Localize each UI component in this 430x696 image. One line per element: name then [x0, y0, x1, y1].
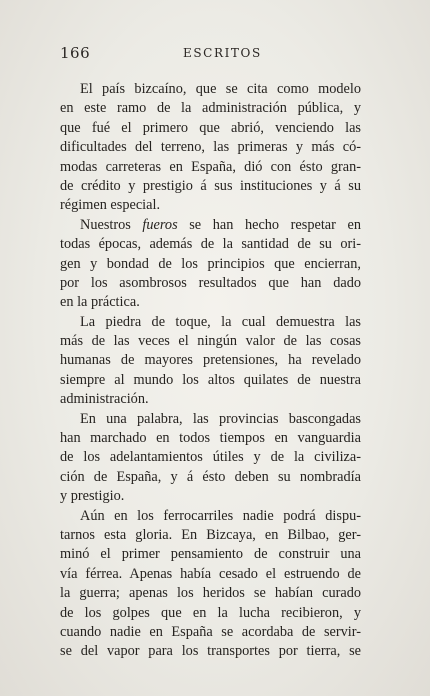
text-run: se han hecho respetar en — [177, 216, 361, 233]
text-line: minó el primer pensamiento de construir una — [60, 546, 361, 563]
text-line: han marchado en todos tiempos en vanguardia — [60, 430, 361, 447]
text-line: siempre al mundo los altos quilates de nuestra — [60, 371, 361, 388]
text-line: de crédito y prestigio á sus instituciones y á su — [60, 177, 361, 194]
paragraph — [60, 313, 361, 410]
text-line: dificultades del terreno, las primeras y más có- — [60, 139, 361, 156]
text-line: que fué el primero que abrió, venciendo las — [60, 119, 361, 136]
text-line: ción de España, y á ésto deben su nombradía — [60, 468, 361, 485]
running-title: ESCRITOS — [183, 46, 262, 60]
text-line: La piedra de toque, la cual demuestra las — [80, 313, 361, 330]
text-line: tarnos esta gloria. En Bizcaya, en Bilbao, ger- — [60, 526, 361, 543]
text-line: en este ramo de la administración pública, y — [60, 100, 361, 117]
text-line: Aún en los ferrocarriles nadie podrá dispu- — [80, 507, 361, 524]
text-line: de los adelantamientos útiles y de la civiliza- — [60, 449, 361, 466]
italic-word: fueros — [142, 216, 178, 233]
text-line: se del vapor para los transportes por tierra, se — [60, 643, 361, 660]
paragraph — [60, 216, 361, 313]
text-line: vía férrea. Apenas había cesado el estruendo de — [60, 565, 361, 582]
text-line: en la práctica. — [60, 294, 140, 311]
text-line — [60, 216, 361, 235]
body-text — [60, 80, 361, 662]
text-line: la guerra; apenas los heridos se habían curado — [60, 585, 361, 602]
text-line: todas épocas, además de la santidad de su ori- — [60, 236, 361, 253]
paragraph — [60, 410, 361, 507]
text-line: régimen especial. — [60, 197, 161, 214]
page-number: 166 — [60, 44, 91, 62]
text-line: modas carreteras en España, dió con ésto gran- — [60, 158, 361, 175]
text-line: En una palabra, las provincias bascongadas — [80, 410, 361, 427]
text-line: administración. — [60, 391, 149, 408]
text-run: Nuestros — [80, 216, 143, 233]
text-line: de los golpes que en la lucha recibieron, y — [60, 604, 361, 621]
text-line: cuando nadie en España se acordaba de servir- — [60, 623, 361, 640]
text-line: por los asombrosos resultados que han dado — [60, 274, 361, 291]
page-header — [60, 44, 361, 64]
paragraph — [60, 507, 361, 662]
text-line: El país bizcaíno, que se cita como modelo — [80, 81, 361, 97]
text-line: más de las veces el ningún valor de las cosas — [60, 333, 361, 350]
text-line: gen y bondad de los principios que encierran, — [60, 255, 361, 272]
text-line: humanas de mayores pretensiones, ha revelado — [60, 352, 361, 369]
paragraph — [60, 80, 361, 216]
text-line: y prestigio. — [60, 488, 125, 505]
